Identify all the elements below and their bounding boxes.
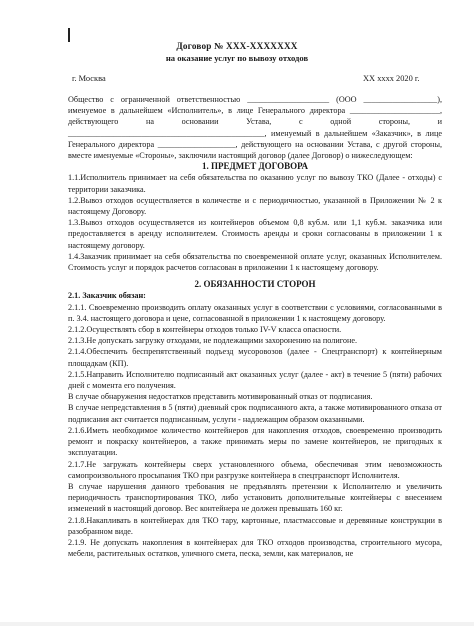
document-paragraph: 2.1.3.Не допускать загрузку отходами, не подлежащими захоронению на полигоне. — [68, 336, 358, 346]
contract-city: г. Москва — [72, 74, 106, 83]
section-heading: 2. ОБЯЗАННОСТИ СТОРОН — [194, 279, 316, 290]
contract-title: Договор № XXX-XXXXXXX — [176, 41, 298, 51]
document-paragraph: В случае обнаружения недостатков представить мотивированный отказ от подписания. — [68, 392, 373, 402]
document-paragraph: 2.1. Заказчик обязан: — [68, 291, 146, 301]
document-paragraph: 2.1.2.Осуществлять сбор в контейнеры отходов только IV-V класса опасности. — [68, 325, 342, 335]
document-paragraph: 1.4.Заказчик принимает на себя обязательства по своевременной оплате услуг, оказанных Исполнителем. Стоимость услуг и порядок расчетов согласован в приложении 1 к настоящему договору. — [68, 251, 442, 273]
contract-subtitle: на оказание услуг по вывозу отходов — [165, 53, 309, 63]
document-paragraph: Общество с ограниченной ответственностью ____________________ (ООО __________________), именуемое в дальнейшем «Исполнитель», в лице Генерального директора ______________________, действующего на основании Устава, с одной стороны, и ________________________________________________, именуемый в дальнейшем «Заказчик», в лице Генерального директора ___________________, действующего на основании Устава, с другой стороны, вместе именуемые «Стороны», заключили настоящий договор (далее Договор) о нижеследующем: — [68, 95, 442, 161]
document-paragraph: 2.1.6.Иметь необходимое количество контейнеров для накопления отходов, своевременно производить ремонт и покраску контейнеров, а также принимать меры по замене контейнеров, не пригодных к эксплуатации. — [68, 425, 442, 458]
document-paragraph: 2.1.5.Направить Исполнителю подписанный акт оказанных услуг (далее - акт) в течение 5 (пяти) рабочих дней с момента его получения. — [68, 369, 442, 391]
document-paragraph: 2.1.4.Обеспечить беспрепятственный подъезд мусоровозов (далее - Спецтранспорт) к контейнерным площадкам (КП). — [68, 347, 442, 368]
document-paragraph: 1.2.Вывоз отходов осуществляется в количестве и с периодичностью, указанной в Приложении № 2 к настоящему Договору. — [68, 195, 442, 217]
document-paragraph: 1.1.Исполнитель принимает на себя обязательства по оказанию услуг по вывозу ТКО (Далее - отходы) с территории заказчика. — [68, 173, 442, 194]
document-paragraph: 2.1.1. Своевременно производить оплату оказанных услуг в соответствии с условиями, согласованными в п. 3.4. настоящего договора и цене, согласованной в приложении 1 к настоящему договору. — [68, 302, 442, 323]
contract-date: XX хххх 2020 г. — [363, 74, 420, 83]
document-paragraph: В случае непредставления в 5 (пяти) дневный срок подписанного акта, а также мотивированного отказа от подписания акт считается подписанным, услуги - надлежащим образом оказанными. — [68, 403, 442, 424]
document-paragraph: 2.1.8.Накапливать в контейнерах для ТКО тару, картонные, пластмассовые и деревянные конструкции в разобранном виде. — [68, 515, 442, 536]
document-paragraph: 2.1.7.Не загружать контейнеры сверх установленного объема, обеспечивая этим невозможность самопроизвольного просыпания ТКО при разгрузке контейнера в спецтранспорт Исполнителя. — [68, 459, 442, 480]
section-heading: 1. ПРЕДМЕТ ДОГОВОРА — [202, 161, 308, 172]
document-paragraph: 2.1.9. Не допускать накопления в контейнерах для ТКО отходов производства, строительного мусора, мебели, растительных остатков, уличного смета, песка, земли, как материалов, не — [68, 537, 442, 559]
document-paragraph: В случае нарушения данного требования не предъявлять претензии к Исполнителю и увеличить периодичность транспортирования ТКО, либо установить дополнительные контейнеры с внесением изменений в настоящий договор. Вес контейнера не должен превышать 160 кг. — [68, 481, 442, 514]
text-cursor — [68, 28, 70, 42]
document-paragraph: 1.3.Вывоз отходов осуществляется из контейнеров объемом 0,8 куб.м. или 1,1 куб.м. заказчика или предоставляется в аренду исполнителем. Стоимость аренды и сроки согласованы в приложении 1 к настоящему договору. — [68, 218, 442, 250]
document-body — [68, 94, 442, 559]
page-bottom-edge — [0, 622, 474, 626]
